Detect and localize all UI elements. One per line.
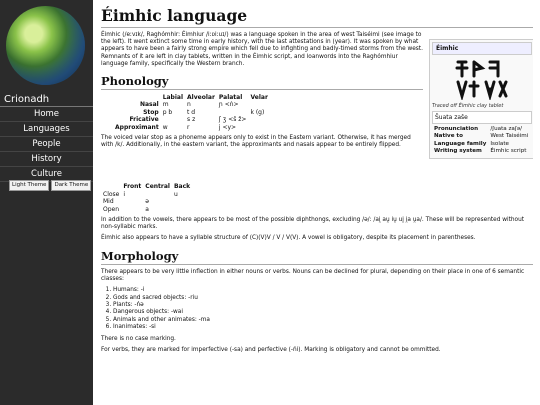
site-name[interactable]: Crionadh — [4, 94, 50, 105]
intro-paragraph: Éimhic (/eːvɪk/, Raghómhir: Éimhiur /iːʋiːuɪ/) was a language spoken in the area of west Taiséimi (see image to the left). It went extinct some time in early history, with the last attestations in (year). It was spoken by what appears to have been a fairly strong empire which fell due to infighting and badly-timed storms from the west. Remnants of it are left in clay tablets, written in the Éimhic script, and loanwords into the Raghómhiur language family, specifically the Western branch. — [101, 32, 423, 67]
table-row: Writing system Éimhic script — [434, 148, 527, 155]
infobox-title: Éimhic — [432, 42, 532, 55]
infobox-table — [432, 126, 530, 156]
light-theme-button[interactable]: Light Theme — [9, 180, 49, 191]
vowel-table — [101, 183, 192, 213]
theme-switcher — [9, 180, 91, 191]
script-glyphs-icon — [452, 58, 512, 100]
page-title: Éimhic language — [101, 6, 533, 28]
phonology-heading: Phonology — [101, 74, 423, 90]
sidebar-nav — [0, 106, 93, 182]
infobox-caption: Traced off Éimhic clay tablet — [432, 103, 504, 109]
table-row: Close i u — [103, 190, 178, 198]
case-note: There is no case marking. — [101, 335, 176, 342]
morphology-intro: There appears to be very little inflection in either nouns or verbs. Nouns can be declined for plural, depending on their place in one of 6 semantic classes: — [101, 268, 525, 282]
main-content — [101, 6, 533, 404]
list-item: 6. Inanimates: -si — [113, 324, 533, 331]
nav-history[interactable]: History — [0, 152, 93, 167]
table-row: Open a — [103, 205, 149, 213]
noun-class-list — [113, 287, 533, 331]
script-image — [432, 55, 532, 103]
table-row: Fricative s z ʃ ʒ <š ž> — [129, 116, 247, 124]
table-row: Front Central Back — [123, 183, 191, 191]
table-row: Labial Alveolar Palatal Velar — [162, 94, 268, 102]
table-row: Approximant w r j <y> — [115, 123, 237, 131]
diphthong-note: In addition to the vowels, there appears to be most of the possible diphthongs, excluding /ə/: /ai̯ au̯ iu̯ ui̯ i̯a u̯a/. These will be represented without non-syllabic marks. — [101, 217, 525, 231]
sidebar — [0, 0, 93, 405]
list-item: 2. Gods and sacred objects: -riu — [113, 295, 533, 302]
verb-note: For verbs, they are marked for imperfective (-sa) and perfective (-ńi). Marking is obligatory and cannot be ommitted. — [101, 346, 441, 353]
table-row: Pronunciation /ʃuata zaʃə/ — [434, 126, 523, 132]
list-item: 1. Humans: -i — [113, 287, 533, 294]
table-row: Stop p b t d k (g) — [143, 108, 265, 116]
list-item: 4. Dangerous objects: -wai — [113, 309, 533, 316]
morphology-heading: Morphology — [101, 249, 533, 265]
infobox — [429, 39, 533, 159]
nav-languages[interactable]: Languages — [0, 122, 93, 137]
list-item: 5. Animals and other animates: -ma — [113, 317, 533, 324]
main-text-column — [101, 32, 423, 149]
velar-note: The voiced velar stop as a phoneme appears only to exist in the Eastern variant. Otherwise, it has merged with /k/. Additionally, in the eastern variant, the approximants and nasals appear to be entirely flipped. — [101, 135, 411, 149]
nav-culture[interactable]: Culture — [0, 167, 93, 182]
list-item: 3. Plants: -ńə — [113, 302, 533, 309]
syllable-note: Éimhic also appears to have a syllable structure of (C)(V)V / V / V(V). A vowel is obligatory, despite its placement in parentheses. — [101, 235, 476, 242]
nav-people[interactable]: People — [0, 137, 93, 152]
table-row: Language family Isolate — [434, 140, 509, 147]
native-script-name: Šuata zaše — [432, 111, 532, 124]
site-logo-globe[interactable] — [6, 6, 85, 85]
nav-home[interactable]: Home — [0, 107, 93, 122]
table-row: Native to West Taiséimi — [434, 133, 529, 140]
dark-theme-button[interactable]: Dark Theme — [51, 180, 91, 191]
table-row: Mid ə — [103, 198, 149, 206]
table-row: Nasal m n ɲ <ṅ> — [139, 101, 239, 109]
consonant-table — [113, 94, 270, 131]
